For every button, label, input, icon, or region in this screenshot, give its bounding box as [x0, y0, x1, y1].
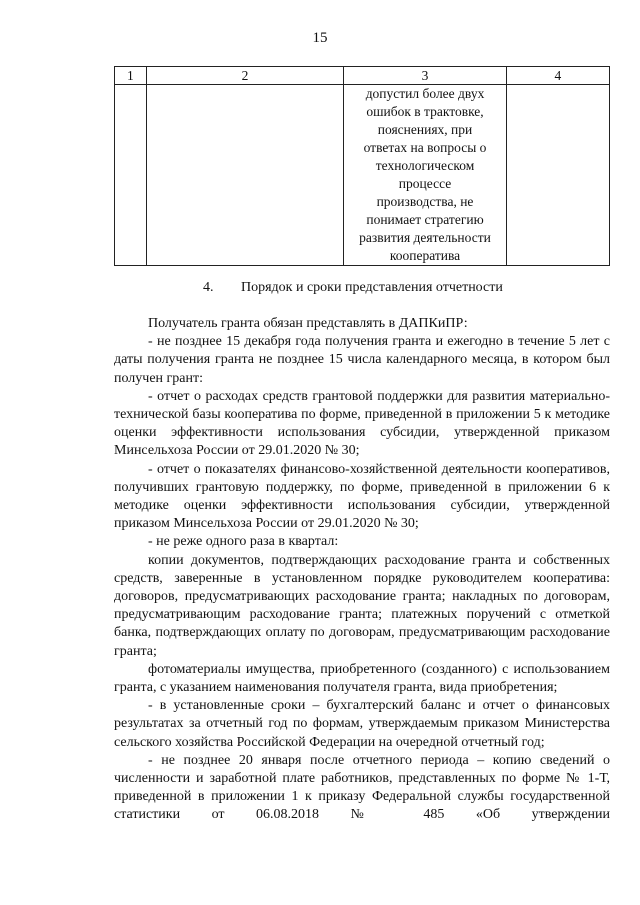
table-header-cell: 4	[506, 67, 609, 85]
cell-line: производства, не	[376, 194, 474, 209]
section-number: 4.	[203, 280, 214, 295]
continued-table	[114, 66, 610, 266]
paragraph: копии документов, подтверждающих расходование гранта и собственных средств, заверенные в установленном порядке руководителем кооператива: договоров, предусматривающих расходование гранта; накладных по договорам, предусматривающим расходование гранта; платежных поручений с отметкой банка, подтверждающих оплату по договорам, предусматривающим расходование гранта;	[114, 552, 610, 659]
cell-line: пояснениях, при	[377, 122, 473, 137]
body-text	[114, 315, 610, 825]
cell-line: допустил более двух	[365, 86, 485, 101]
paragraph: - не позднее 20 января после отчетного периода – копию сведений о численности и заработной плате работников, представленных по форме № 1-Т, приведенной в приложении 1 к приказу Федеральной службы государственной статистики от 06.08.2018 № 485 «Об утверждении	[114, 752, 610, 823]
paragraph: фотоматериалы имущества, приобретенного (созданного) с использованием гранта, с указанием наименования получателя гранта, вида приобретения;	[114, 661, 610, 696]
table-row	[115, 85, 610, 266]
paragraph: Получатель гранта обязан представлять в ДАПКиПР:	[148, 316, 468, 331]
paragraph: - в установленные сроки – бухгалтерский баланс и отчет о финансовых результатах за отчетный год по формам, утверждаемым приказом Министерства сельского хозяйства Российской Федерации на очередной отчетный год;	[114, 698, 610, 750]
table-header-cell: 2	[146, 67, 343, 85]
cell-line: процессе	[398, 176, 452, 191]
table-cell-2	[146, 85, 343, 266]
paragraph: - отчет о расходах средств грантовой поддержки для развития материально-технической базы кооператива по форме, приведенной в приложении 5 к методике оценки эффективности использования субсидии, утвержденной приказом Минсельхоза России от 29.01.2020 № 30;	[114, 388, 610, 459]
cell-line: понимает стратегию	[366, 212, 484, 227]
paragraph: - отчет о показателях финансово-хозяйственной деятельности кооперативов, получивших грантовую поддержку, по форме, приведенной в приложении 6 к методике оценки эффективности использования субсидии, утвержденной приказом Минсельхоза России от 29.01.2020 № 30;	[114, 461, 610, 532]
table-cell-1	[115, 85, 147, 266]
section-heading	[203, 280, 503, 296]
table-cell-4	[506, 85, 609, 266]
page-number: 15	[312, 30, 328, 46]
cell-line: развития деятельности	[359, 230, 491, 245]
paragraph: - не реже одного раза в квартал:	[148, 534, 339, 550]
cell-line: ответах на вопросы о	[363, 140, 487, 155]
table-header-row	[115, 67, 610, 85]
table-header-cell: 3	[344, 67, 506, 85]
cell-line: ошибок в трактовке,	[366, 104, 484, 119]
cell-line: технологическом	[375, 158, 475, 173]
table-header-cell: 1	[115, 67, 147, 85]
table-cell-3	[344, 85, 506, 266]
cell-line: кооператива	[389, 248, 461, 263]
paragraph: - не позднее 15 декабря года получения гранта и ежегодно в течение 5 лет с даты получения гранта не позднее 15 числа календарного месяца, в котором был получен грант:	[114, 334, 610, 386]
section-title: Порядок и сроки представления отчетности	[241, 280, 503, 295]
